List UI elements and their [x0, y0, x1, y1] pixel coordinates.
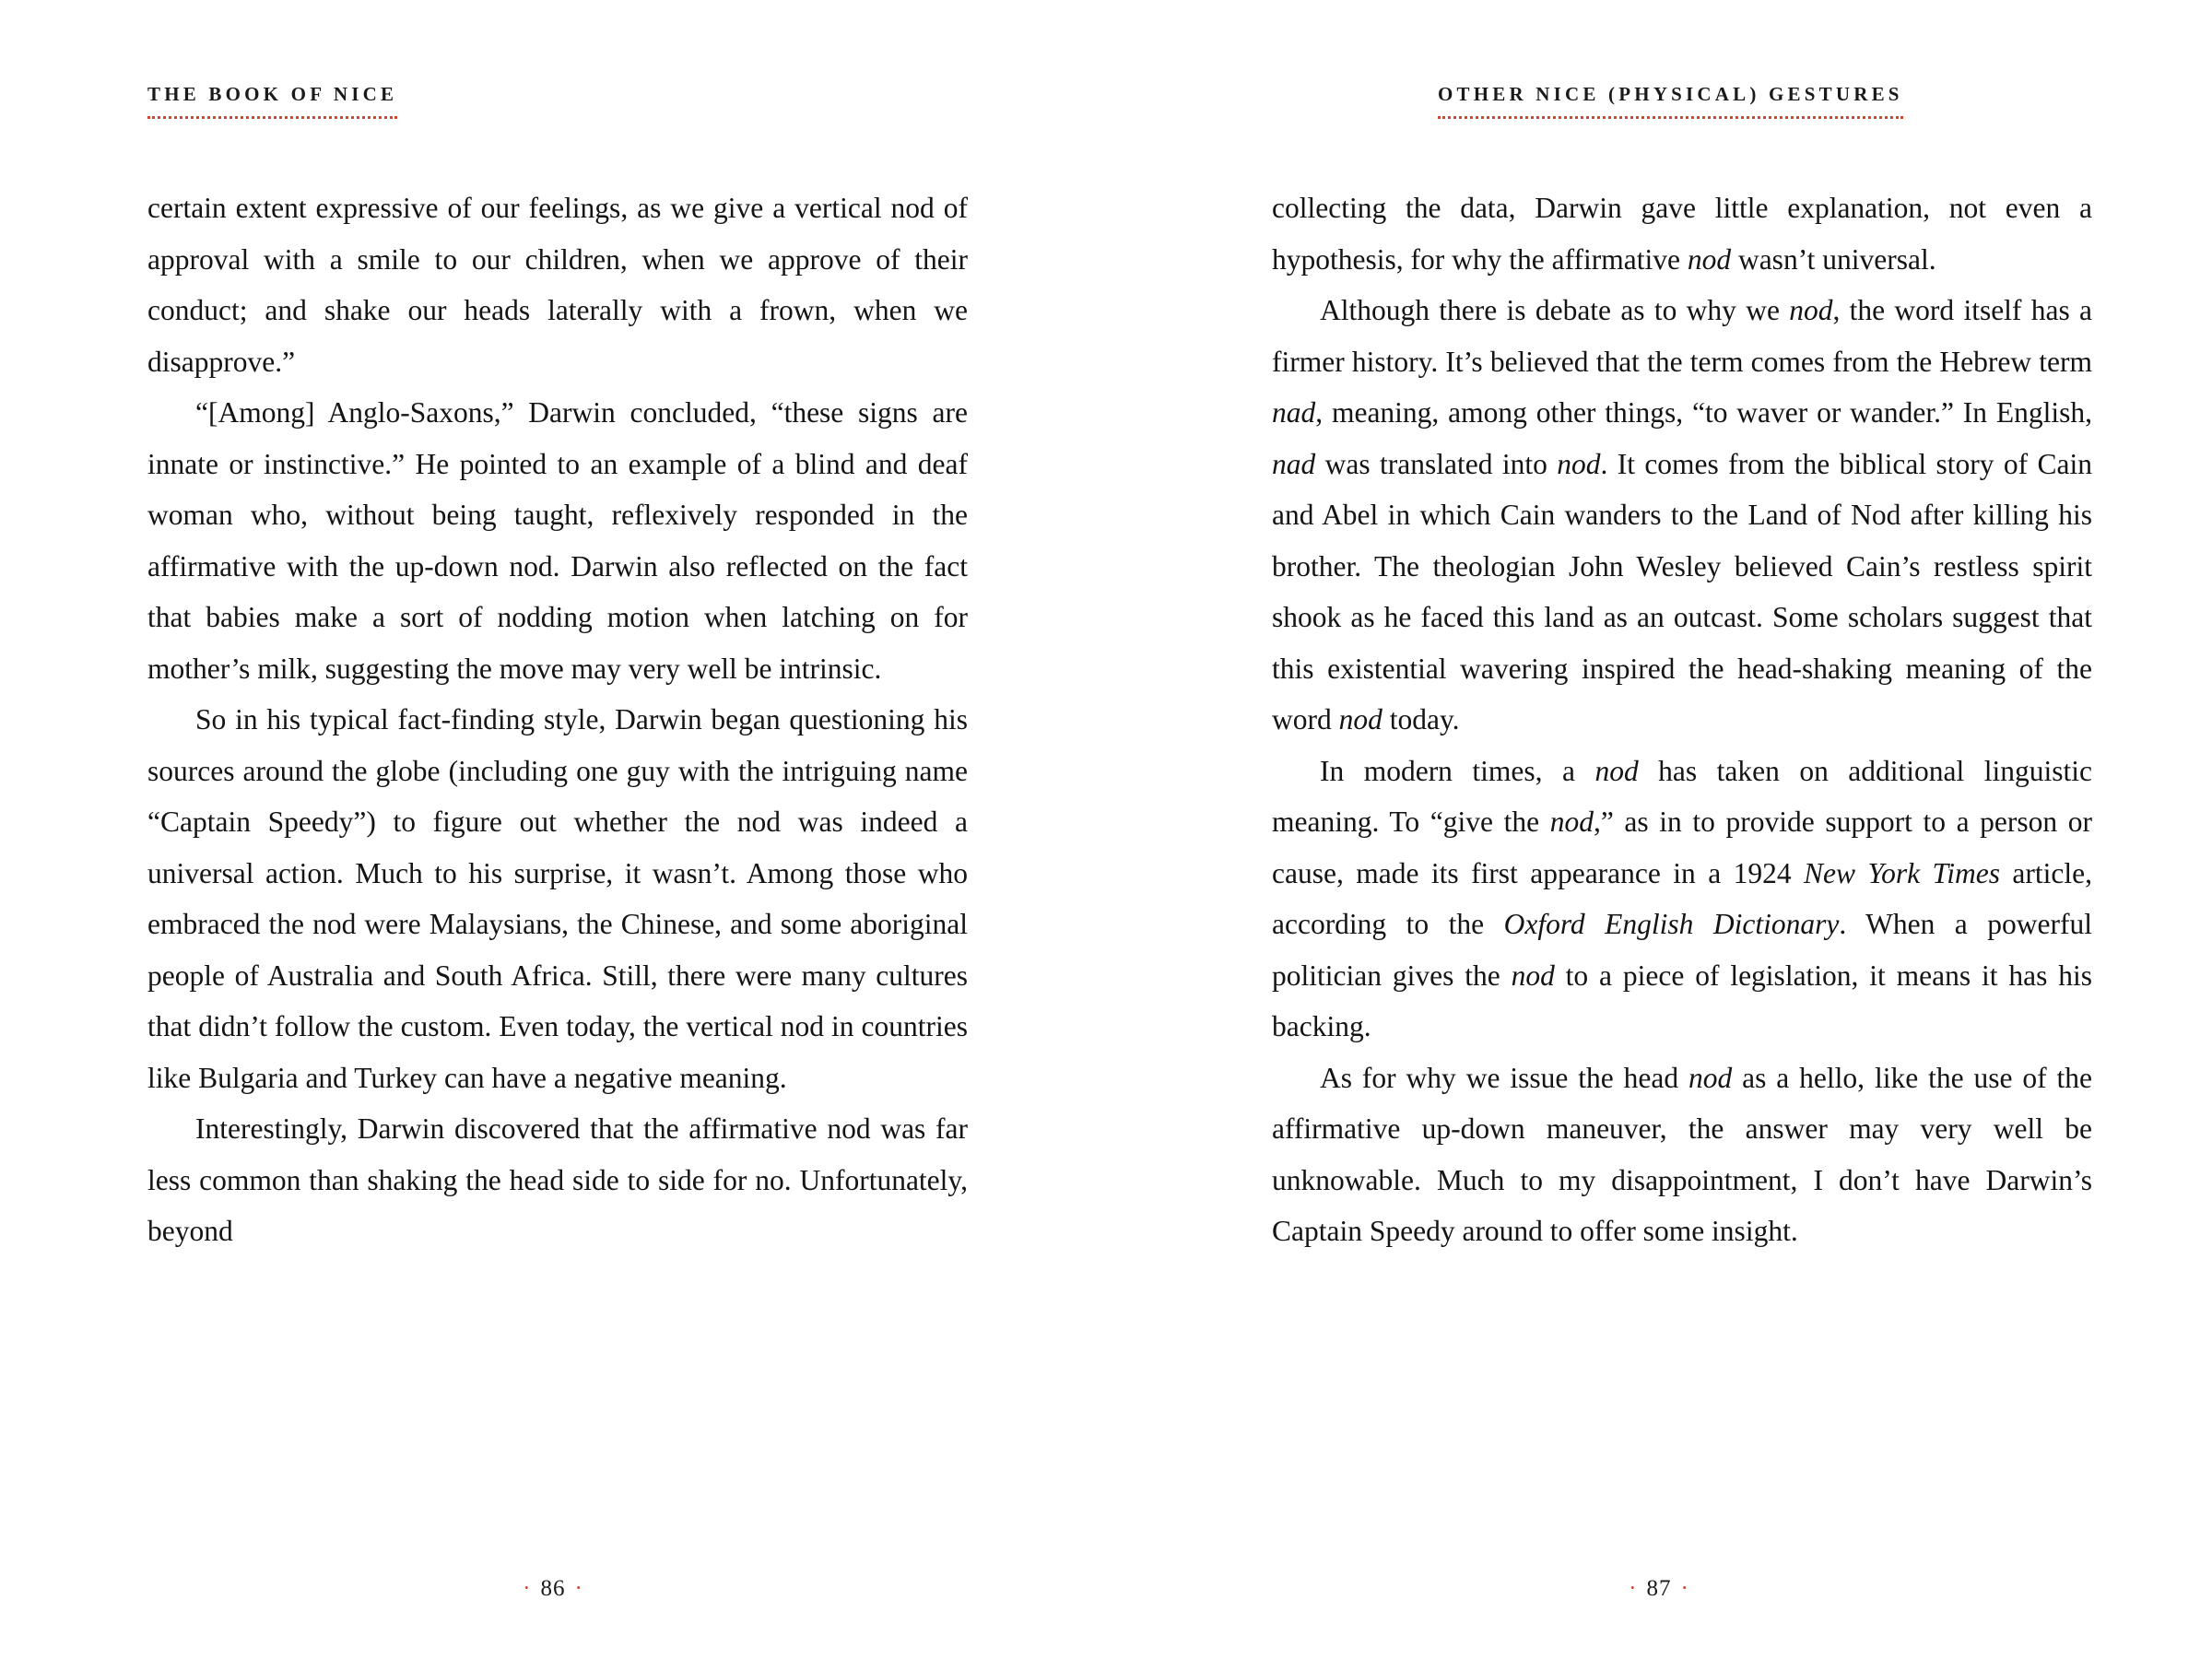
- folio-left: [0, 1576, 1106, 1602]
- running-head-right-rule: [1438, 112, 1903, 119]
- paragraph: collecting the data, Darwin gave little explanation, not even a hypothesis, for why the affirmative nod wasn’t universal.: [1272, 192, 2092, 276]
- paragraph: So in his typical fact-finding style, Darwin began questioning his sources around the globe (including one guy with the intriguing name “Captain Speedy”) to figure out whether the nod was indeed a universal action. Much to his surprise, it wasn’t. Among those who embraced the nod were Malaysians, the Chinese, and some aboriginal people of Australia and South Africa. Still, there were many cultures that didn’t follow the custom. Even today, the vertical nod in countries like Bulgaria and Turkey can have a negative meaning.: [147, 703, 968, 1094]
- running-head-left-rule: [147, 112, 397, 119]
- page-right: [1106, 0, 2212, 1659]
- folio-right-dot-end: ·: [1680, 1576, 1689, 1601]
- body-text-left: [147, 182, 968, 1257]
- paragraph: As for why we issue the head nod as a hello, like the use of the affirmative up-down maneuver, the answer may very well be unknowable. Much to my disappointment, I don’t have Darwin’s Captain Speedy around to offer some insight.: [1272, 1061, 2092, 1247]
- folio-right: [1106, 1576, 2212, 1602]
- running-head-left: [147, 83, 397, 119]
- body-text-right: [1272, 182, 2092, 1257]
- folio-right-number: 87: [1646, 1576, 1672, 1601]
- running-head-left-text: THE BOOK OF NICE: [147, 83, 398, 105]
- folio-right-dot-start: ·: [1629, 1576, 1638, 1601]
- paragraph: “[Among] Anglo-Saxons,” Darwin concluded, “these signs are innate or instinctive.” He pointed to an example of a blind and deaf woman who, without being taught, reflexively responded in the affirmative with the up-down nod. Darwin also reflected on the fact that babies make a sort of nodding motion when latching on for mother’s milk, suggesting the move may very well be intrinsic.: [147, 396, 968, 685]
- paragraph: Interestingly, Darwin discovered that the affirmative nod was far less common than shaking the head side to side for no. Unfortunately, beyond: [147, 1112, 968, 1247]
- running-head-right-text: OTHER NICE (PHYSICAL) GESTURES: [1438, 83, 1903, 105]
- paragraph: certain extent expressive of our feelings, as we give a vertical nod of approval with a smile to our children, when we approve of their conduct; and shake our heads laterally with a frown, when we disapprove.”: [147, 192, 968, 378]
- folio-left-number: 86: [540, 1576, 566, 1601]
- running-head-right: [1438, 83, 1903, 119]
- paragraph: Although there is debate as to why we nod, the word itself has a firmer history. It’s believed that the term comes from the Hebrew term nad, meaning, among other things, “to waver or wander.” In English, nad was translated into nod. It comes from the biblical story of Cain and Abel in which Cain wanders to the Land of Nod after killing his brother. The theologian John Wesley believed Cain’s restless spirit shook as he faced this land as an outcast. Some scholars suggest that this existential wavering inspired the head-shaking meaning of the word nod today.: [1272, 294, 2092, 735]
- folio-left-dot-end: ·: [574, 1576, 583, 1601]
- folio-left-dot-start: ·: [523, 1576, 532, 1601]
- paragraph: In modern times, a nod has taken on additional linguistic meaning. To “give the nod,” as in to provide support to a person or cause, made its first appearance in a 1924 New York Times article, according to the Oxford English Dictionary. When a powerful politician gives the nod to a piece of legislation, it means it has his backing.: [1272, 754, 2092, 1042]
